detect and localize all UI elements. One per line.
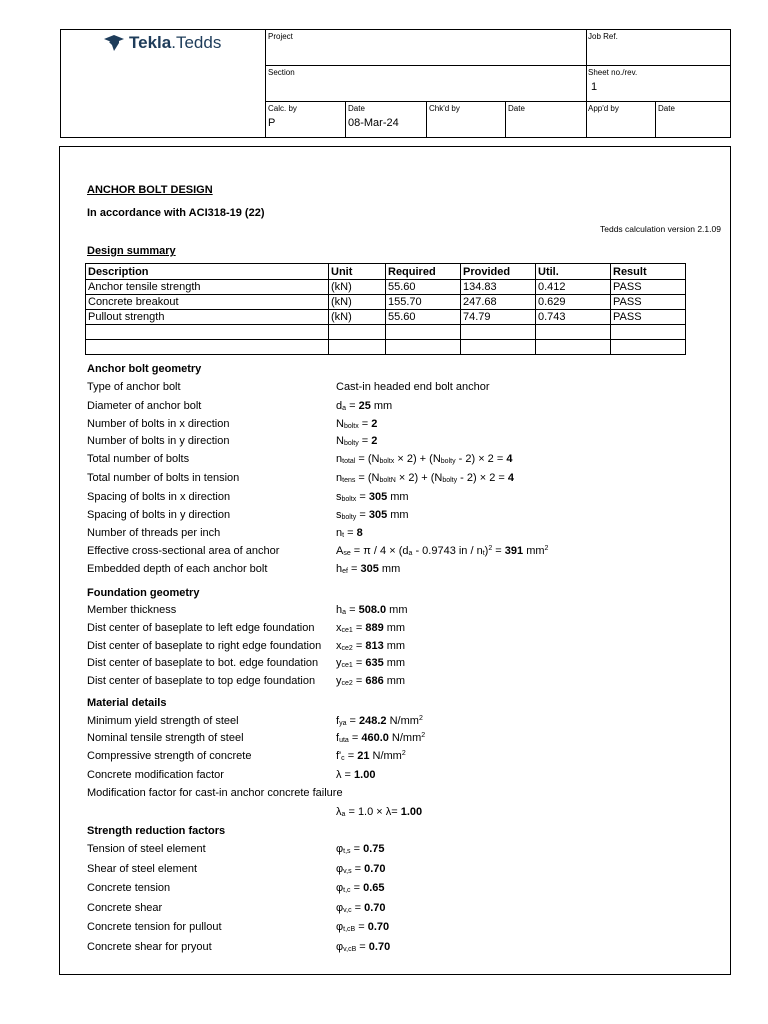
param-label: Dist center of baseplate to left edge foundation [87, 622, 315, 634]
param-value: $\varphi_{t,s} = 0.75$ [336, 843, 385, 855]
version-note: Tedds calculation version 2.1.09 [600, 224, 721, 234]
param-value: $\varphi_{v,s} = 0.70$ [336, 863, 386, 875]
param-label: Concrete tension [87, 882, 171, 894]
table-cell [461, 325, 536, 340]
tekla-tedds-logo [103, 33, 221, 53]
col-provided: Provided [461, 264, 536, 280]
value-phi-tc: 0.65 [363, 882, 385, 894]
param-value: $x_{ce1} = 889$ mm [336, 622, 406, 634]
param-value: $f'_c = 21$ $N/mm^2$ [336, 750, 406, 762]
col-unit: Unit [329, 264, 386, 280]
value-xce2: 813 [365, 640, 384, 652]
table-cell [386, 340, 461, 355]
date3-label: Date [658, 104, 675, 113]
divider [655, 101, 656, 137]
col-description: Description [86, 264, 329, 280]
param-value: $\varphi_{v,c} = 0.70$ [336, 902, 386, 914]
doc-title: ANCHOR BOLT DESIGN [87, 184, 213, 196]
param-label: Minimum yield strength of steel [87, 715, 239, 727]
table-cell: PASS [611, 280, 686, 295]
table-cell: PASS [611, 310, 686, 325]
value-ha: 508.0 [358, 604, 387, 616]
param-label: Total number of bolts in tension [87, 472, 240, 484]
value-da: 25 [358, 400, 371, 412]
table-cell [536, 325, 611, 340]
date-label: Date [348, 104, 365, 113]
param-value: λ = 1.00 [336, 769, 376, 781]
value-nt: 8 [356, 527, 363, 539]
param-label: Modification factor for cast-in anchor concrete failure [87, 787, 343, 799]
table-row [86, 340, 686, 355]
divider [265, 65, 731, 66]
param-label: Nominal tensile strength of steel [87, 732, 244, 744]
param-value: $N_{boltx} = 2$ [336, 418, 378, 430]
param-value: $d_a = 25$ mm [336, 400, 393, 412]
sheet-value: 1 [591, 81, 598, 93]
divider [426, 101, 427, 137]
param-value: $f_{ya} = 248.2$ $N/mm^2$ [336, 715, 423, 727]
table-cell: Concrete breakout [86, 295, 329, 310]
summary-heading: Design summary [87, 245, 176, 257]
project-label: Project [268, 32, 293, 41]
chkd-by-label: Chk'd by [429, 104, 460, 113]
param-value: $\lambda_a = 1.0 \times \lambda= 1.00$ [336, 806, 423, 818]
param-label: Type of anchor bolt [87, 381, 181, 393]
value-sboltx: 305 [368, 491, 388, 503]
value-sbolty: 305 [368, 509, 388, 521]
brand-dot: . [171, 33, 176, 52]
table-cell: Anchor tensile strength [86, 280, 329, 295]
table-cell: 55.60 [386, 280, 461, 295]
param-label: Shear of steel element [87, 863, 198, 875]
param-value: $f_{uta} = 460.0$ $N/mm^2$ [336, 732, 426, 744]
table-cell [611, 340, 686, 355]
param-value: $\varphi_{t,cB} = 0.70$ [336, 921, 390, 933]
param-value: $n_t = 8$ [336, 527, 363, 539]
value-ntotal: 4 [506, 453, 513, 465]
divider [586, 30, 587, 137]
param-value: $y_{ce1} = 635$ mm [336, 657, 406, 669]
param-value: $n_{tens} = (N_{boltN} \times 2) + (N_{bolty} - 2) \times 2 = 4$ [336, 472, 514, 484]
table-cell: (kN) [329, 295, 386, 310]
param-label: Member thickness [87, 604, 177, 616]
param-label: Effective cross-sectional area of anchor [87, 545, 280, 557]
param-value: $x_{ce2} = 813$ mm [336, 640, 406, 652]
table-cell [86, 340, 329, 355]
value-yce2: 686 [365, 675, 384, 687]
table-cell: 247.68 [461, 295, 536, 310]
section-label: Section [268, 68, 295, 77]
param-label: Compressive strength of concrete [87, 750, 252, 762]
param-value: $y_{ce2} = 686$ mm [336, 675, 406, 687]
param-value: $\varphi_{t,c} = 0.65$ [336, 882, 385, 894]
value-fc: 21 [357, 750, 370, 762]
divider [345, 101, 346, 137]
param-label: Dist center of baseplate to bot. edge foundation [87, 657, 319, 669]
job-ref-label: Job Ref. [588, 32, 618, 41]
table-cell: 0.412 [536, 280, 611, 295]
param-value: $\varphi_{v,cB} = 0.70$ [336, 941, 391, 953]
param-value: $h_{ef} = 305$ mm [336, 563, 401, 575]
table-cell [461, 340, 536, 355]
param-label: Concrete shear [87, 902, 163, 914]
brand-light: Tedds [175, 33, 222, 52]
doc-standard: In accordance with ACI318-19 (22) [87, 207, 265, 219]
table-cell: 0.629 [536, 295, 611, 310]
param-value: Cast-in headed end bolt anchor [336, 381, 490, 393]
table-row [86, 280, 686, 295]
value-lambda: 1.00 [354, 769, 376, 781]
value-phi-ts: 0.75 [363, 843, 385, 855]
value-yce1: 635 [365, 657, 384, 669]
section-heading-material: Material details [87, 697, 167, 709]
value-lambda-a: 1.00 [400, 806, 423, 818]
value-phi-vcb: 0.70 [368, 941, 391, 953]
table-row [86, 295, 686, 310]
param-label: Spacing of bolts in x direction [87, 491, 231, 503]
tekla-logo-icon [103, 34, 125, 52]
param-label: Number of bolts in x direction [87, 418, 230, 430]
table-cell: Pullout strength [86, 310, 329, 325]
table-cell [536, 340, 611, 355]
param-label: Dist center of baseplate to right edge foundation [87, 640, 322, 652]
param-label: Spacing of bolts in y direction [87, 509, 231, 521]
date-value: 08-Mar-24 [348, 117, 399, 129]
param-label: Total number of bolts [87, 453, 190, 465]
table-cell: PASS [611, 295, 686, 310]
param-label: Diameter of anchor bolt [87, 400, 202, 412]
value-nboltx: 2 [371, 418, 378, 430]
param-label: Number of bolts in y direction [87, 435, 230, 447]
param-value: $s_{boltx} = 305$ mm [336, 491, 409, 503]
section-heading-reduction: Strength reduction factors [87, 825, 226, 837]
param-label: Tension of steel element [87, 843, 206, 855]
param-label: Concrete tension for pullout [87, 921, 222, 933]
divider [265, 101, 731, 102]
brand-bold: Tekla [129, 33, 172, 52]
param-value: $h_a = 508.0$ mm [336, 604, 408, 616]
value-ntens: 4 [507, 472, 514, 484]
param-label: Dist center of baseplate to top edge foundation [87, 675, 316, 687]
table-header-row [86, 264, 686, 280]
value-fya: 248.2 [359, 715, 387, 727]
title-block [60, 29, 731, 138]
col-util: Util. [536, 264, 611, 280]
col-result: Result [611, 264, 686, 280]
table-cell [386, 325, 461, 340]
table-cell: 134.83 [461, 280, 536, 295]
table-cell: (kN) [329, 310, 386, 325]
value-phi-vs: 0.70 [364, 863, 386, 875]
value-nbolty: 2 [371, 435, 378, 447]
param-value: $s_{bolty} = 305$ mm [336, 509, 409, 521]
section-heading-geometry: Anchor bolt geometry [87, 363, 202, 375]
value-phi-vc: 0.70 [364, 902, 386, 914]
value-xce1: 889 [365, 622, 384, 634]
appd-by-label: App'd by [588, 104, 619, 113]
col-required: Required [386, 264, 461, 280]
table-cell: 0.743 [536, 310, 611, 325]
calc-by-label: Calc. by [268, 104, 297, 113]
value-hef: 305 [360, 563, 379, 575]
table-cell [86, 325, 329, 340]
sheet-label: Sheet no./rev. [588, 68, 638, 77]
value-ase: 391 [504, 545, 524, 557]
date2-label: Date [508, 104, 525, 113]
table-cell [329, 325, 386, 340]
table-row [86, 325, 686, 340]
param-value: $N_{bolty} = 2$ [336, 435, 378, 447]
param-label: Concrete shear for pryout [87, 941, 212, 953]
divider [505, 101, 506, 137]
table-row [86, 310, 686, 325]
value-futa: 460.0 [361, 732, 389, 744]
param-label: Embedded depth of each anchor bolt [87, 563, 268, 575]
table-cell [329, 340, 386, 355]
param-label: Concrete modification factor [87, 769, 224, 781]
value-phi-tcb: 0.70 [367, 921, 390, 933]
param-value: $n_{total} = (N_{boltx} \times 2) + (N_{bolty} - 2) \times 2 = 4$ [336, 453, 513, 465]
table-cell: (kN) [329, 280, 386, 295]
table-cell: 74.79 [461, 310, 536, 325]
table-cell [611, 325, 686, 340]
param-label: Number of threads per inch [87, 527, 221, 539]
param-value: $A_{se} = \pi / 4 \times (d_a - 0.9743$ in / $n_t)^2 = 391$ $mm^2$ [336, 545, 549, 557]
design-summary-table [85, 263, 686, 355]
calc-by-value: P [268, 117, 276, 129]
logo-cell [61, 30, 266, 137]
table-cell: 155.70 [386, 295, 461, 310]
section-heading-foundation: Foundation geometry [87, 587, 200, 599]
table-cell: 55.60 [386, 310, 461, 325]
